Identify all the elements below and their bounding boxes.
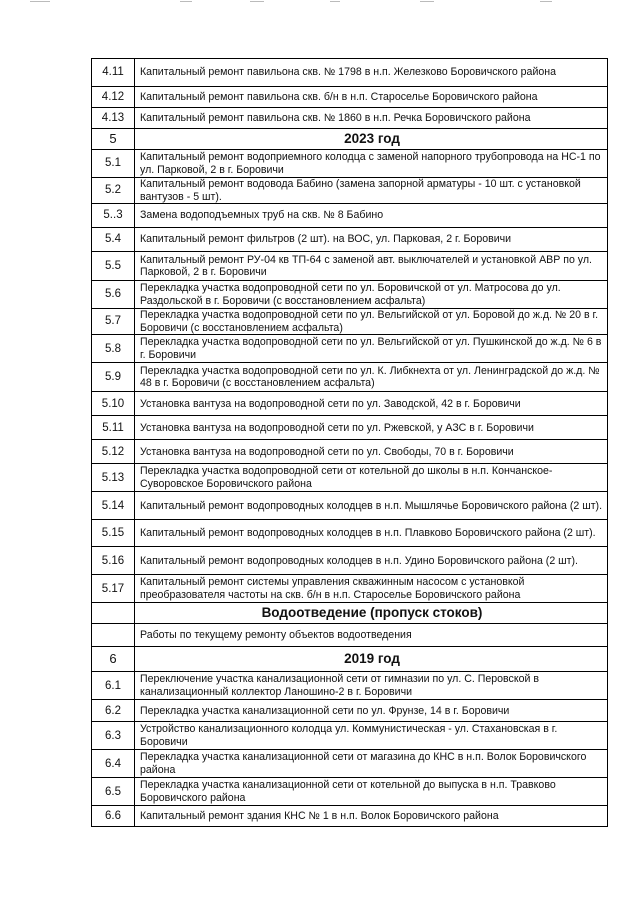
row-description: Капитальный ремонт водопроводных колодцев в н.п. Плавково Боровичского района (2 шт). — [135, 520, 608, 547]
row-description: Капитальный ремонт водоприемного колодца с заменой напорного трубопровода на НС-1 по ул. Парковой, 2 в г. Боровичи — [135, 150, 608, 178]
row-number: 4.12 — [92, 87, 135, 108]
document-page — [91, 58, 608, 827]
table-row — [92, 204, 608, 228]
row-description: Замена водоподъемных труб на скв. № 8 Бабино — [135, 204, 608, 228]
row-number: 5.14 — [92, 492, 135, 520]
row-description: Установка вантуза на водопроводной сети по ул. Ржевской, у АЗС в г. Боровичи — [135, 416, 608, 440]
row-description: Установка вантуза на водопроводной сети по ул. Заводской, 42 в г. Боровичи — [135, 392, 608, 416]
year-header-row — [92, 647, 608, 672]
table-row — [92, 547, 608, 575]
table-row — [92, 806, 608, 827]
row-description: Перекладка участка канализационной сети по ул. Фрунзе, 14 в г. Боровичи — [135, 700, 608, 722]
row-number: 6.2 — [92, 700, 135, 722]
row-number: 5.9 — [92, 363, 135, 392]
table-row — [92, 575, 608, 603]
row-number: 5.15 — [92, 520, 135, 547]
table-row — [92, 335, 608, 363]
row-number — [92, 624, 135, 647]
row-number — [92, 603, 135, 624]
row-heading: Водоотведение (пропуск стоков) — [135, 603, 608, 624]
row-number: 5.8 — [92, 335, 135, 363]
table-row — [92, 520, 608, 547]
table-row — [92, 228, 608, 252]
row-description: Перекладка участка водопроводной сети от котельной до школы в н.п. Кончанское-Суворовское Боровичского района — [135, 464, 608, 492]
row-description: Капитальный ремонт РУ-04 кв ТП-64 с заменой авт. выключателей и установкой АВР по ул. Парковой, 2 в г. Боровичи — [135, 252, 608, 281]
row-number: 5.13 — [92, 464, 135, 492]
row-description: Переключение участка канализационной сети от гимназии по ул. С. Перовской в канализационный коллектор Ланошино-2 в г. Боровичи — [135, 672, 608, 700]
table-row — [92, 178, 608, 204]
row-number: 5.6 — [92, 281, 135, 309]
table-row — [92, 252, 608, 281]
row-number: 6 — [92, 647, 135, 672]
row-number: 5.11 — [92, 416, 135, 440]
row-number: 5.5 — [92, 252, 135, 281]
table-row — [92, 722, 608, 750]
row-description: Капитальный ремонт водопроводных колодцев в н.п. Удино Боровичского района (2 шт). — [135, 547, 608, 575]
works-table-body — [92, 59, 608, 827]
row-description: Капитальный ремонт здания КНС № 1 в н.п. Волок Боровичского района — [135, 806, 608, 827]
row-heading: 2019 год — [135, 647, 608, 672]
table-row — [92, 87, 608, 108]
row-number: 6.4 — [92, 750, 135, 778]
row-description: Капитальный ремонт павильона скв. № 1798 в н.п. Железково Боровичского района — [135, 59, 608, 87]
row-description: Устройство канализационного колодца ул. Коммунистическая - ул. Стахановская в г. Боровичи — [135, 722, 608, 750]
table-row — [92, 281, 608, 309]
row-description: Установка вантуза на водопроводной сети по ул. Свободы, 70 в г. Боровичи — [135, 440, 608, 464]
row-number: 5.10 — [92, 392, 135, 416]
row-description: Работы по текущему ремонту объектов водоотведения — [135, 624, 608, 647]
row-heading: 2023 год — [135, 129, 608, 150]
table-row — [92, 309, 608, 335]
works-table — [91, 58, 608, 827]
row-number: 6.5 — [92, 778, 135, 806]
row-description: Капитальный ремонт павильона скв. № 1860 в н.п. Речка Боровичского района — [135, 108, 608, 129]
table-row — [92, 150, 608, 178]
row-description: Перекладка участка водопроводной сети по ул. К. Либкнехта от ул. Ленинградской до ж.д. № 48 в г. Боровичи (с восстановлением асфальта) — [135, 363, 608, 392]
row-description: Перекладка участка водопроводной сети по ул. Вельгийской от ул. Пушкинской до ж.д. № 6 в г. Боровичи — [135, 335, 608, 363]
row-number: 5.2 — [92, 178, 135, 204]
row-number: 5..3 — [92, 204, 135, 228]
row-description: Капитальный ремонт павильона скв. б/н в н.п. Староселье Боровичского района — [135, 87, 608, 108]
row-number: 6.1 — [92, 672, 135, 700]
table-row — [92, 624, 608, 647]
year-header-row — [92, 129, 608, 150]
table-row — [92, 750, 608, 778]
row-number: 5.17 — [92, 575, 135, 603]
table-row — [92, 363, 608, 392]
row-description: Капитальный ремонт водопроводных колодцев в н.п. Мышлячье Боровичского района (2 шт). — [135, 492, 608, 520]
row-number: 5.4 — [92, 228, 135, 252]
row-number: 5.12 — [92, 440, 135, 464]
row-number: 5 — [92, 129, 135, 150]
row-description: Капитальный ремонт системы управления скважинным насосом с установкой преобразователя частоты на скв. б/н в н.п. Староселье Боровичского района — [135, 575, 608, 603]
table-row — [92, 672, 608, 700]
table-row — [92, 492, 608, 520]
row-number: 6.3 — [92, 722, 135, 750]
row-number: 4.11 — [92, 59, 135, 87]
row-description: Перекладка участка водопроводной сети по ул. Боровичской от ул. Матросова до ул. Раздольской в г. Боровичи (с восстановлением асфальта) — [135, 281, 608, 309]
table-row — [92, 464, 608, 492]
row-description: Перекладка участка канализационной сети от магазина до КНС в н.п. Волок Боровичского района — [135, 750, 608, 778]
table-row — [92, 440, 608, 464]
table-row — [92, 700, 608, 722]
table-row — [92, 108, 608, 129]
row-number: 4.13 — [92, 108, 135, 129]
row-number: 5.7 — [92, 309, 135, 335]
row-description: Капитальный ремонт водовода Бабино (замена запорной арматуры - 10 шт. с установкой вантузов - 5 шт). — [135, 178, 608, 204]
row-description: Капитальный ремонт фильтров (2 шт). на ВОС, ул. Парковая, 2 г. Боровичи — [135, 228, 608, 252]
table-row — [92, 778, 608, 806]
row-number: 6.6 — [92, 806, 135, 827]
row-number: 5.16 — [92, 547, 135, 575]
row-number: 5.1 — [92, 150, 135, 178]
table-row — [92, 392, 608, 416]
row-description: Перекладка участка канализационной сети от котельной до выпуска в н.п. Травково Боровичского района — [135, 778, 608, 806]
table-row — [92, 416, 608, 440]
table-row — [92, 59, 608, 87]
section-header-row — [92, 603, 608, 624]
row-description: Перекладка участка водопроводной сети по ул. Вельгийской от ул. Боровой до ж.д. № 20 в г. Боровичи (с восстановлением асфальта) — [135, 309, 608, 335]
